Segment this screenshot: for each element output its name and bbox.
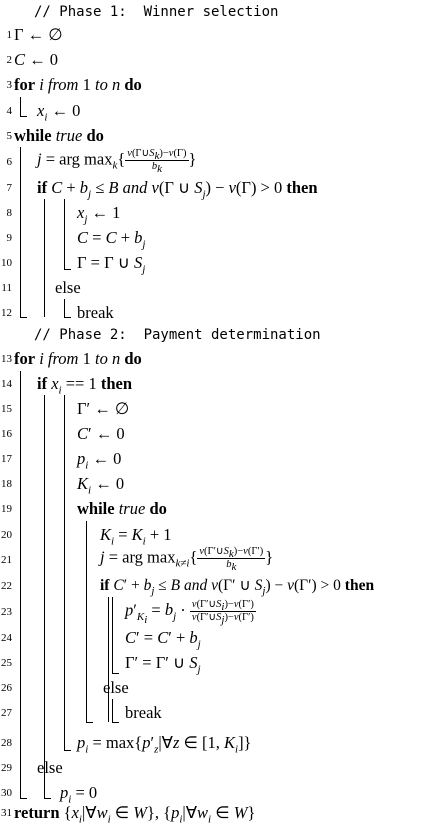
line-number: 10 bbox=[1, 257, 12, 269]
line-text: j = arg $\max_{k\ne i}${ $\frac{v(\Gamma'\cup S_k)-v(\Gamma')}{b_k}$ } bbox=[100, 546, 274, 574]
line-text: $p'_{K_i} = b_j$ · $\frac{v(\Gamma'\cup S_i)-v(\Gamma')}{v(\Gamma'\cup S_j)-v(\Gamma')}$ bbox=[125, 599, 254, 627]
line-number: 20 bbox=[1, 529, 12, 541]
line-text: Γ ← ∅ bbox=[14, 25, 63, 44]
line-number: 9 bbox=[6, 232, 12, 244]
line-number: 27 bbox=[1, 707, 12, 719]
line-text: if $C + b_j \le B$ and v(Γ ∪ $S_j) - v(\Gamma) > 0$ then bbox=[37, 178, 318, 201]
line-number: 7 bbox=[6, 182, 12, 194]
algo-line-2 bbox=[0, 48, 435, 74]
line-number: 8 bbox=[6, 207, 12, 219]
line-number: 26 bbox=[1, 682, 12, 694]
block-bar-for-1 bbox=[20, 97, 27, 117]
line-number: 19 bbox=[1, 503, 12, 515]
line-number: 25 bbox=[1, 657, 12, 669]
algo-line-1 bbox=[0, 23, 435, 49]
block-bar-then-2 bbox=[64, 395, 71, 751]
block-bar-while-1 bbox=[20, 147, 27, 318]
line-text: $K_i$ ← 0 bbox=[77, 474, 125, 497]
line-number: 28 bbox=[1, 737, 12, 749]
line-number: 6 bbox=[6, 156, 12, 168]
line-text: $C = C + b_j$ bbox=[77, 228, 146, 251]
algo-line-3 bbox=[0, 73, 435, 99]
line-text: else bbox=[37, 758, 63, 777]
line-number: 4 bbox=[6, 105, 12, 117]
line-number: 5 bbox=[6, 130, 12, 142]
line-text: C ← 0 bbox=[14, 50, 59, 69]
line-number: 24 bbox=[1, 632, 12, 644]
line-text: j = arg $\max_k${ $\frac{v(\Gamma\cup S_k)-v(\Gamma)}{b_k}$ } bbox=[37, 148, 197, 176]
line-number: 15 bbox=[1, 403, 12, 415]
line-number: 30 bbox=[1, 787, 12, 799]
line-text: else bbox=[55, 278, 81, 297]
algo-line-31 bbox=[0, 801, 435, 827]
line-number: 12 bbox=[1, 307, 12, 319]
line-text: $p_i = 0$ bbox=[60, 783, 98, 806]
line-text: Γ′ ← ∅ bbox=[77, 399, 130, 418]
line-number: 13 bbox=[1, 353, 12, 365]
block-bar-if-3 bbox=[108, 597, 109, 722]
line-number: 14 bbox=[1, 378, 12, 390]
line-number: 18 bbox=[1, 478, 12, 490]
block-bar-else-2 bbox=[44, 779, 51, 799]
line-number: 23 bbox=[1, 606, 12, 618]
line-text: $K_i = K_i + 1$ bbox=[100, 525, 172, 548]
line-text: Γ′ = Γ′ ∪ $S_j$ bbox=[125, 653, 201, 676]
line-text: return {$x_i|\forall w_i$ ∈ W}, {$p_i|\forall w_i$ ∈ W} bbox=[14, 803, 256, 826]
block-bar-then-1 bbox=[64, 199, 71, 270]
line-number: 2 bbox=[6, 54, 12, 66]
line-text: while true do bbox=[14, 126, 104, 145]
line-number: 22 bbox=[1, 580, 12, 592]
line-text: $C' = C' + b_j$ bbox=[125, 628, 201, 651]
line-text: if $C' + b_j \le B$ and v(Γ′ ∪ $S_j) - v(\Gamma') > 0$ then bbox=[100, 577, 375, 598]
block-bar-if-2 bbox=[44, 395, 45, 798]
line-text: $p_i$ = $\max\{p'_z|\forall z$ ∈ [1, $K_i$]} bbox=[77, 733, 252, 756]
line-text: for i from 1 to n do bbox=[14, 349, 142, 368]
block-bar-else-3 bbox=[112, 699, 119, 723]
comment-phase-2: // Phase 2: Payment determination bbox=[34, 327, 321, 343]
block-bar-else-1 bbox=[64, 299, 71, 318]
block-bar-for-2 bbox=[20, 371, 27, 799]
line-text: for i from 1 to n do bbox=[14, 75, 142, 94]
algo-line-13 bbox=[0, 347, 435, 373]
algo-line-29 bbox=[0, 756, 435, 782]
block-bar-if-1 bbox=[44, 199, 45, 317]
line-number: 17 bbox=[1, 453, 12, 465]
line-text: Γ = Γ ∪ $S_j$ bbox=[77, 253, 146, 276]
line-number: 31 bbox=[1, 807, 12, 819]
block-bar-then-3 bbox=[112, 597, 119, 674]
line-text: else bbox=[103, 678, 129, 697]
line-text: while true do bbox=[77, 499, 167, 518]
line-number: 21 bbox=[1, 554, 12, 566]
line-number: 16 bbox=[1, 428, 12, 440]
line-text: C′ ← 0 bbox=[77, 424, 125, 443]
line-text: break bbox=[77, 303, 114, 322]
line-text: $x_i$ ← 0 bbox=[37, 101, 81, 124]
line-text: break bbox=[125, 703, 162, 722]
line-number: 29 bbox=[1, 762, 12, 774]
line-text: $x_j$ ← 1 bbox=[77, 203, 121, 226]
line-number: 11 bbox=[1, 282, 12, 294]
comment-phase-1: // Phase 1: Winner selection bbox=[34, 4, 279, 20]
algo-line-4 bbox=[0, 99, 435, 125]
line-number: 1 bbox=[6, 29, 12, 41]
line-text: $p_i$ ← 0 bbox=[77, 449, 122, 472]
algo-line-6 bbox=[0, 146, 435, 178]
block-bar-while-2 bbox=[86, 521, 93, 723]
line-number: 3 bbox=[6, 79, 12, 91]
line-text: if $x_i == 1$ then bbox=[37, 374, 133, 397]
